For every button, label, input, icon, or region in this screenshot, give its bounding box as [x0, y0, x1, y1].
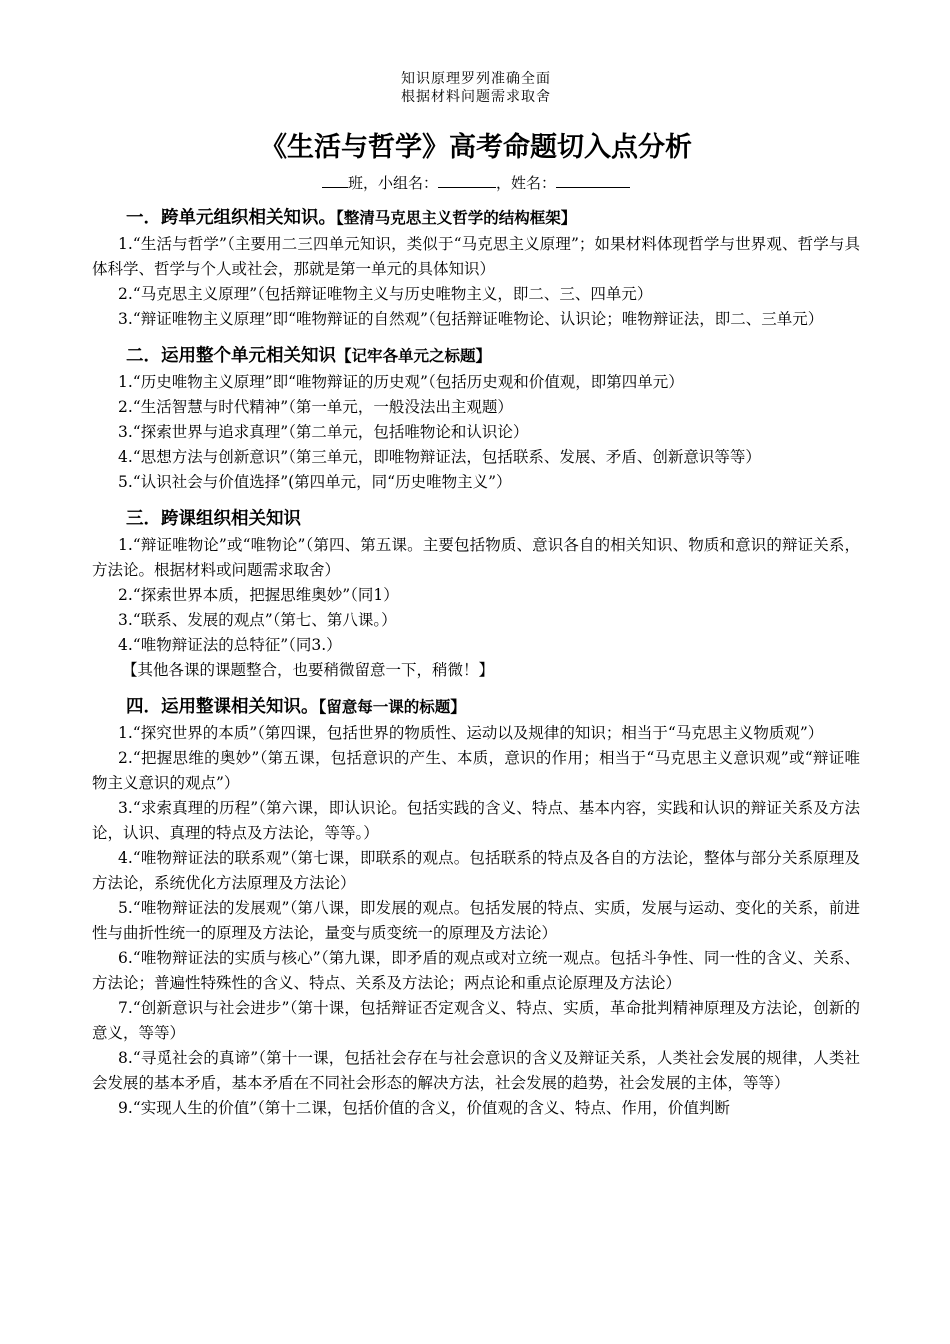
list-item: 4.“唯物辩证法的联系观”（第七课，即联系的观点。包括联系的特点及各自的方法论，整体与部分关系原理及方法论，系统优化方法原理及方法论）: [92, 849, 860, 892]
section-heading: [92, 342, 860, 370]
name-label: ，姓名：: [496, 174, 557, 192]
section-heading: [92, 505, 860, 533]
student-info-line: [92, 172, 860, 194]
section-heading: [92, 204, 860, 232]
list-item: 9.“实现人生的价值”（第十二课，包括价值的含义，价值观的含义、特点、作用，价值判断: [118, 1099, 730, 1117]
section-remark: 【其他各课的课题整合，也要稍微留意一下，稍微！】: [122, 661, 495, 679]
section-2: [92, 342, 860, 495]
list-item: 3.“求索真理的历程”（第六课，即认识论。包括实践的含义、特点、基本内容，实践和认识的辩证关系及方法论，认识、真理的特点及方法论，等等。）: [92, 799, 860, 842]
section-heading-text: 二．运用整个单元相关知识: [126, 346, 336, 366]
motto: [92, 70, 860, 106]
list-item: 5.“认识社会与价值选择”(第四单元，同“历史唯物主义”）: [118, 473, 512, 491]
section-heading-note: 【记牢各单元之标题】: [336, 347, 492, 365]
section-1: [92, 204, 860, 332]
list-item: 8.“寻觅社会的真谛”（第十一课，包括社会存在与社会意识的含义及辩证关系，人类社会发展的规律，人类社会发展的基本矛盾，基本矛盾在不同社会形态的解决方法，社会发展的趋势，社会发展的主体，等等）: [92, 1049, 860, 1092]
class-blank[interactable]: [322, 172, 348, 188]
name-blank[interactable]: [556, 172, 630, 188]
sections-container: [92, 204, 860, 1121]
list-item: 1.“历史唯物主义原理”即“唯物辩证的历史观”（包括历史观和价值观，即第四单元）: [118, 373, 684, 391]
section-heading-text: 一．跨单元组织相关知识。: [126, 208, 336, 228]
list-item: 1.“探究世界的本质”（第四课，包括世界的物质性、运动以及规律的知识；相当于“马克思主义物质观”）: [118, 724, 824, 742]
list-item: 5.“唯物辩证法的发展观”（第八课，即发展的观点。包括发展的特点、实质，发展与运动、变化的关系，前进性与曲折性统一的原理及方法论，量变与质变统一的原理及方法论）: [92, 899, 860, 942]
section-heading-note: 【留意每一课的标题】: [318, 698, 466, 716]
list-item: 3.“探索世界与追求真理”（第二单元，包括唯物论和认识论）: [118, 423, 529, 441]
section-3: [92, 505, 860, 683]
section-heading-note: 【整清马克思主义哲学的结构框架】: [336, 209, 577, 227]
section-heading-text: 四．运用整课相关知识。: [126, 697, 319, 717]
list-item: 2.“马克思主义原理”（包括辩证唯物主义与历史唯物主义，即二、三、四单元）: [118, 285, 653, 303]
list-item: 3.“辩证唯物主义原理”即“唯物辩证的自然观”（包括辩证唯物论、认识论；唯物辩证法，即二、三单元）: [118, 310, 824, 328]
group-name-blank[interactable]: [438, 172, 496, 188]
list-item: 4.“思想方法与创新意识”（第三单元，即唯物辩证法，包括联系、发展、矛盾、创新意识等等）: [118, 448, 761, 466]
list-item: 2.“生活智慧与时代精神”（第一单元，一般没法出主观题）: [118, 398, 513, 416]
class-label: 班，小组名：: [347, 174, 438, 192]
motto-line-1: 知识原理罗列准确全面: [401, 71, 551, 87]
list-item: 3.“联系、发展的观点”（第七、第八课。）: [118, 611, 397, 629]
section-4: [92, 693, 860, 1121]
list-item: 1.“辩证唯物论”或“唯物论”（第四、第五课。主要包括物质、意识各自的相关知识、物质和意识的辩证关系，方法论。根据材料或问题需求取舍）: [92, 536, 860, 579]
motto-line-2: 根据材料问题需求取舍: [401, 89, 551, 105]
section-heading: [92, 693, 860, 721]
list-item: 4.“唯物辩证法的总特征”（同3.）: [118, 636, 342, 654]
list-item: 6.“唯物辩证法的实质与核心”（第九课，即矛盾的观点或对立统一观点。包括斗争性、同一性的含义、关系、方法论；普遍性特殊性的含义、特点、关系及方法论；两点论和重点论原理及方法论）: [92, 949, 860, 992]
page-title: 《生活与哲学》高考命题切入点分析: [260, 132, 692, 163]
list-item: 2.“探索世界本质，把握思维奥妙”（同1）: [118, 586, 399, 604]
list-item: 7.“创新意识与社会进步”（第十课，包括辩证否定观含义、特点、实质，革命批判精神原理及方法论，创新的意义，等等）: [92, 999, 860, 1042]
list-item: 2.“把握思维的奥妙”（第五课，包括意识的产生、本质，意识的作用；相当于“马克思主义意识观”或“辩证唯物主义意识的观点”）: [92, 749, 860, 792]
section-heading-text: 三．跨课组织相关知识: [126, 509, 301, 529]
list-item: 1.“生活与哲学”（主要用二三四单元知识，类似于“马克思主义原理”；如果材料体现哲学与世界观、哲学与具体科学、哲学与个人或社会，那就是第一单元的具体知识）: [92, 235, 860, 278]
